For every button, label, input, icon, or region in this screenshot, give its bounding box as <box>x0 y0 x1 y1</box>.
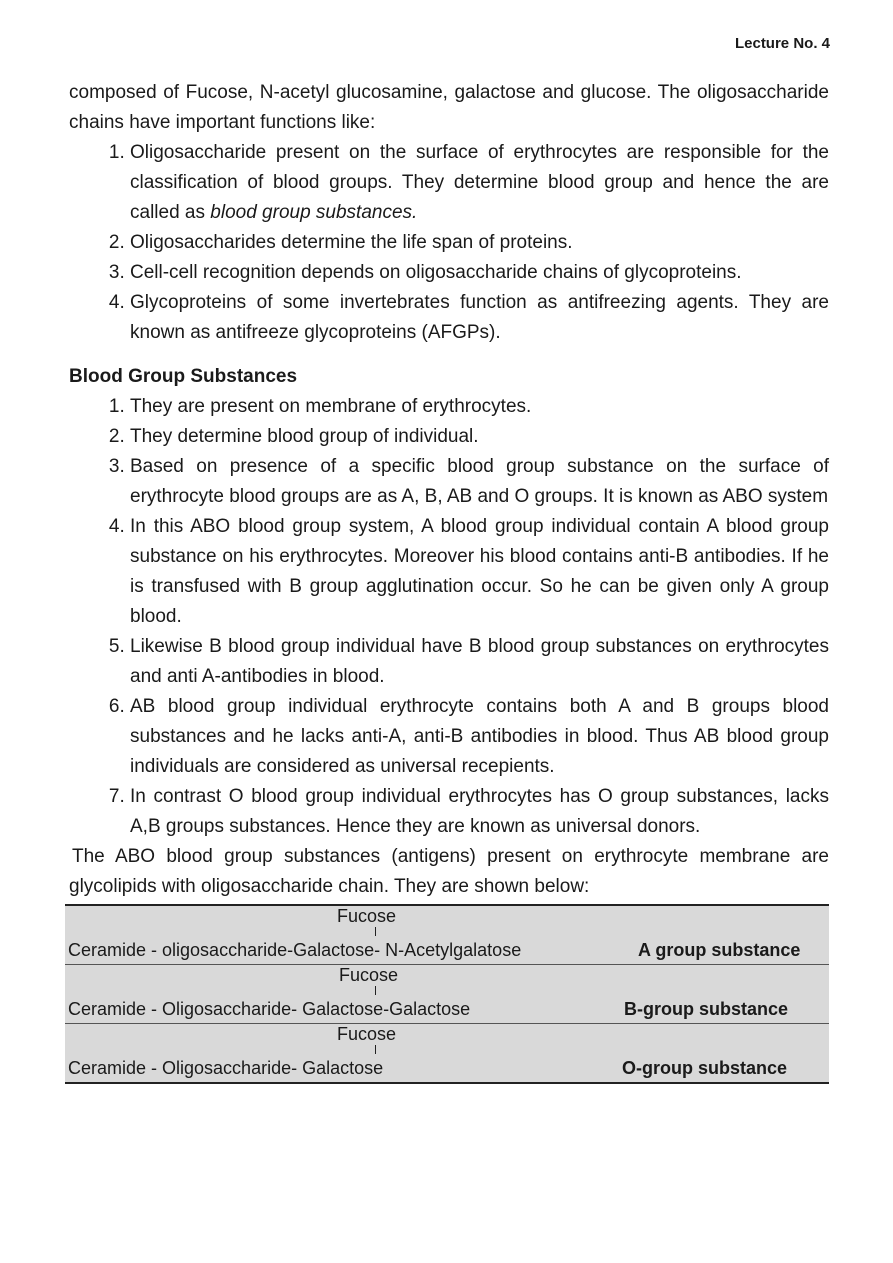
antigen-chain: Ceramide - oligosaccharide-Galactose- N-Acetylgalatose <box>68 940 522 960</box>
fucose-branch: Fucose <box>339 965 399 985</box>
list-item <box>130 258 829 288</box>
list-item: 3. Based on presence of a specific blood group substance on the surface of erythrocyte blood groups are as A, B, AB and O groups. It is known as ABO system <box>130 452 829 512</box>
document-body <box>69 78 829 1084</box>
list-item-text: Glycoproteins of some invertebrates function as antifreezing agents. They are known as antifreeze glycoproteins (AFGPs). <box>130 292 829 343</box>
list-item <box>130 288 829 348</box>
list-item: 5. Likewise B blood group individual have B blood group substances on erythrocytes and anti A-antibodies in blood. <box>130 632 829 692</box>
list-item-text: Oligosaccharides determine the life span of proteins. <box>130 232 573 253</box>
antigen-row-o <box>65 1024 829 1082</box>
list-item-emphasis: blood group substances. <box>210 202 418 223</box>
branch-bond <box>375 1045 376 1054</box>
antigen-label: A group substance <box>638 940 801 960</box>
antigen-chain: Ceramide - Oligosaccharide- Galactose-Galactose <box>68 999 471 1019</box>
antigen-row-b <box>65 965 829 1024</box>
list-item <box>130 138 829 228</box>
antigen-table <box>65 904 829 1084</box>
list-item: 4. In this ABO blood group system, A blood group individual contain A blood group substance on his erythrocytes. Moreover his blood contains anti-B antibodies. If he is transfused with B group agglutination occur. So he can be given only A group blood. <box>130 512 829 632</box>
antigen-label: O-group substance <box>622 1058 788 1078</box>
blood-group-list <box>69 392 829 842</box>
antigen-label: B-group substance <box>624 999 789 1019</box>
list-item: 1. They are present on membrane of erythrocytes. <box>130 392 829 422</box>
intro-paragraph: composed of Fucose, N-acetyl glucosamine, galactose and glucose. The oligosaccharide chains have important functions like: <box>69 82 829 133</box>
list-item-text: Cell-cell recognition depends on oligosaccharide chains of glycoproteins. <box>130 262 742 283</box>
antigen-chain: Ceramide - Oligosaccharide- Galactose <box>68 1058 384 1078</box>
fucose-branch: Fucose <box>337 906 397 926</box>
fucose-branch: Fucose <box>337 1024 397 1044</box>
closing-paragraph: The ABO blood group substances (antigens) present on erythrocyte membrane are glycolipids with oligosaccharide chain. They are shown below: <box>69 846 829 897</box>
antigen-row-a <box>65 906 829 965</box>
section-heading: Blood Group Substances <box>69 366 298 387</box>
functions-list <box>69 138 829 348</box>
list-item: 7. In contrast O blood group individual erythrocytes has O group substances, lacks A,B groups substances. Hence they are known as universal donors. <box>130 782 829 842</box>
branch-bond <box>375 986 376 995</box>
branch-bond <box>375 927 376 936</box>
list-item <box>130 228 829 258</box>
list-item-text: Oligosaccharide present on the surface of erythrocytes are responsible for the classification of blood groups. They determine blood group and hence the are called as <box>130 142 829 223</box>
list-item: 6. AB blood group individual erythrocyte contains both A and B groups blood substances and he lacks anti-A, anti-B antibodies in blood. Thus AB blood group individuals are considered as universal recepients. <box>130 692 829 782</box>
list-item: 2. They determine blood group of individual. <box>130 422 829 452</box>
lecture-number: Lecture No. 4 <box>734 35 830 52</box>
